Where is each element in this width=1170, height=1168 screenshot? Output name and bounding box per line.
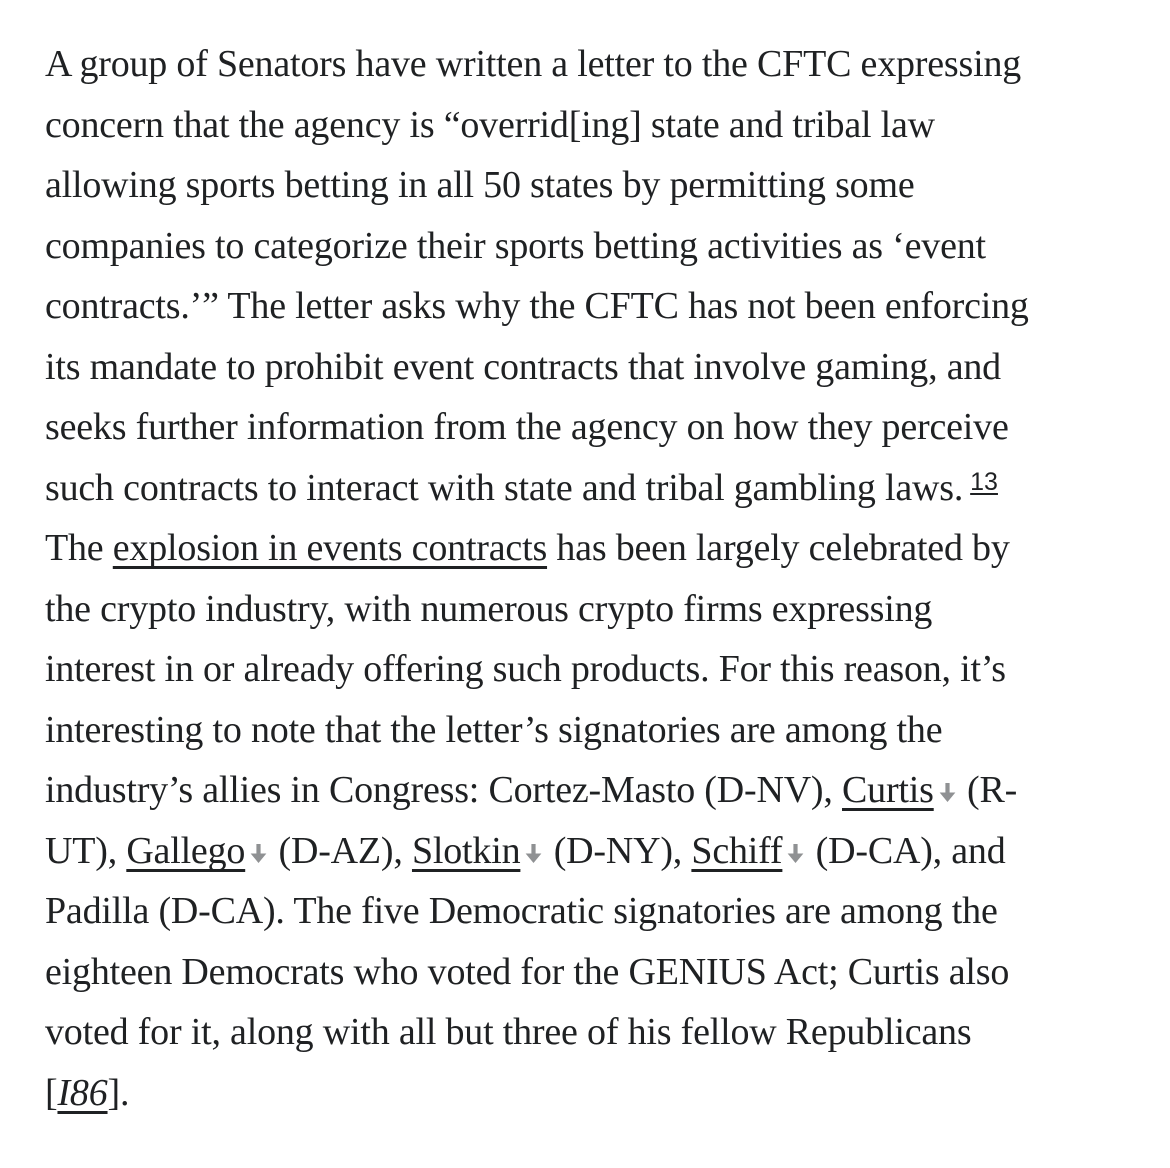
text-run: contracts.’” The letter asks why the CFTC has not been enforcing (45, 285, 1029, 327)
text-line (45, 337, 1128, 398)
text-line (45, 34, 1128, 95)
text-line (45, 881, 1128, 942)
profile-link-slotkin[interactable] (412, 830, 544, 872)
text-run: such contracts to interact with state and tribal gambling laws. (45, 466, 964, 509)
text-line (45, 942, 1128, 1003)
text-run: interest in or already offering such products. For this reason, it’s (45, 648, 1006, 690)
text-run: voted for it, along with all but three of his fellow Republicans (45, 1011, 972, 1053)
text-line (45, 276, 1128, 337)
text-run: seeks further information from the agency on how they perceive (45, 406, 1009, 448)
profile-link-gallego[interactable] (126, 830, 269, 872)
profile-link-label: Schiff (691, 829, 783, 872)
profile-link-label: Slotkin (411, 829, 521, 872)
text-run: Padilla (D-CA). The five Democratic signatories are among the (45, 890, 998, 932)
text-run: [ (45, 1071, 58, 1114)
text-run: A group of Senators have written a letter to the CFTC expressing (45, 43, 1022, 85)
text-run: (R- (957, 769, 1018, 811)
citation-link[interactable]: I86 (57, 1071, 108, 1114)
text-run: eighteen Democrats who voted for the GENIUS Act; Curtis also (45, 950, 1010, 993)
down-arrow-icon (523, 843, 544, 864)
text-line (45, 700, 1128, 761)
text-line (45, 216, 1128, 277)
text-run: allowing sports betting in all 50 states by permitting some (45, 164, 915, 206)
text-line (45, 579, 1128, 640)
down-arrow-icon (248, 843, 269, 864)
text-run: The (45, 527, 113, 569)
text-run: its mandate to prohibit event contracts that involve gaming, and (45, 345, 1001, 388)
text-run: the crypto industry, with numerous crypto firms expressing (45, 587, 933, 630)
text-line (45, 518, 1128, 579)
text-run: interesting to note that the letter’s signatories are among the (45, 708, 943, 751)
footnote-link[interactable]: 13 (970, 467, 998, 496)
text-run: UT), (45, 829, 127, 872)
text-line (45, 1002, 1128, 1063)
inline-link[interactable]: explosion in events contracts (112, 527, 548, 569)
text-run: ]. (107, 1071, 130, 1114)
text-line (45, 760, 1128, 821)
text-run: (D-CA), and (806, 829, 1006, 872)
text-run: concern that the agency is “overrid[ing] state and tribal law (45, 103, 935, 146)
text-run: has been largely celebrated by (547, 527, 1010, 569)
text-run: industry’s allies in Congress: Cortez-Masto (D-NV), (45, 769, 842, 811)
text-line (45, 639, 1128, 700)
text-line (45, 458, 1128, 519)
text-line (45, 155, 1128, 216)
profile-link-curtis[interactable] (842, 769, 958, 811)
text-line (45, 397, 1128, 458)
text-line (45, 821, 1128, 882)
text-line (45, 1063, 1128, 1124)
profile-link-schiff[interactable] (691, 830, 806, 872)
text-run: companies to categorize their sports betting activities as ‘event (45, 224, 986, 267)
text-line (45, 95, 1128, 156)
profile-link-label: Gallego (126, 829, 246, 872)
down-arrow-icon (785, 843, 806, 864)
text-run: (D-NY), (544, 829, 692, 872)
profile-link-label: Curtis (842, 769, 934, 811)
text-run: (D-AZ), (269, 829, 412, 872)
down-arrow-icon (937, 782, 958, 803)
